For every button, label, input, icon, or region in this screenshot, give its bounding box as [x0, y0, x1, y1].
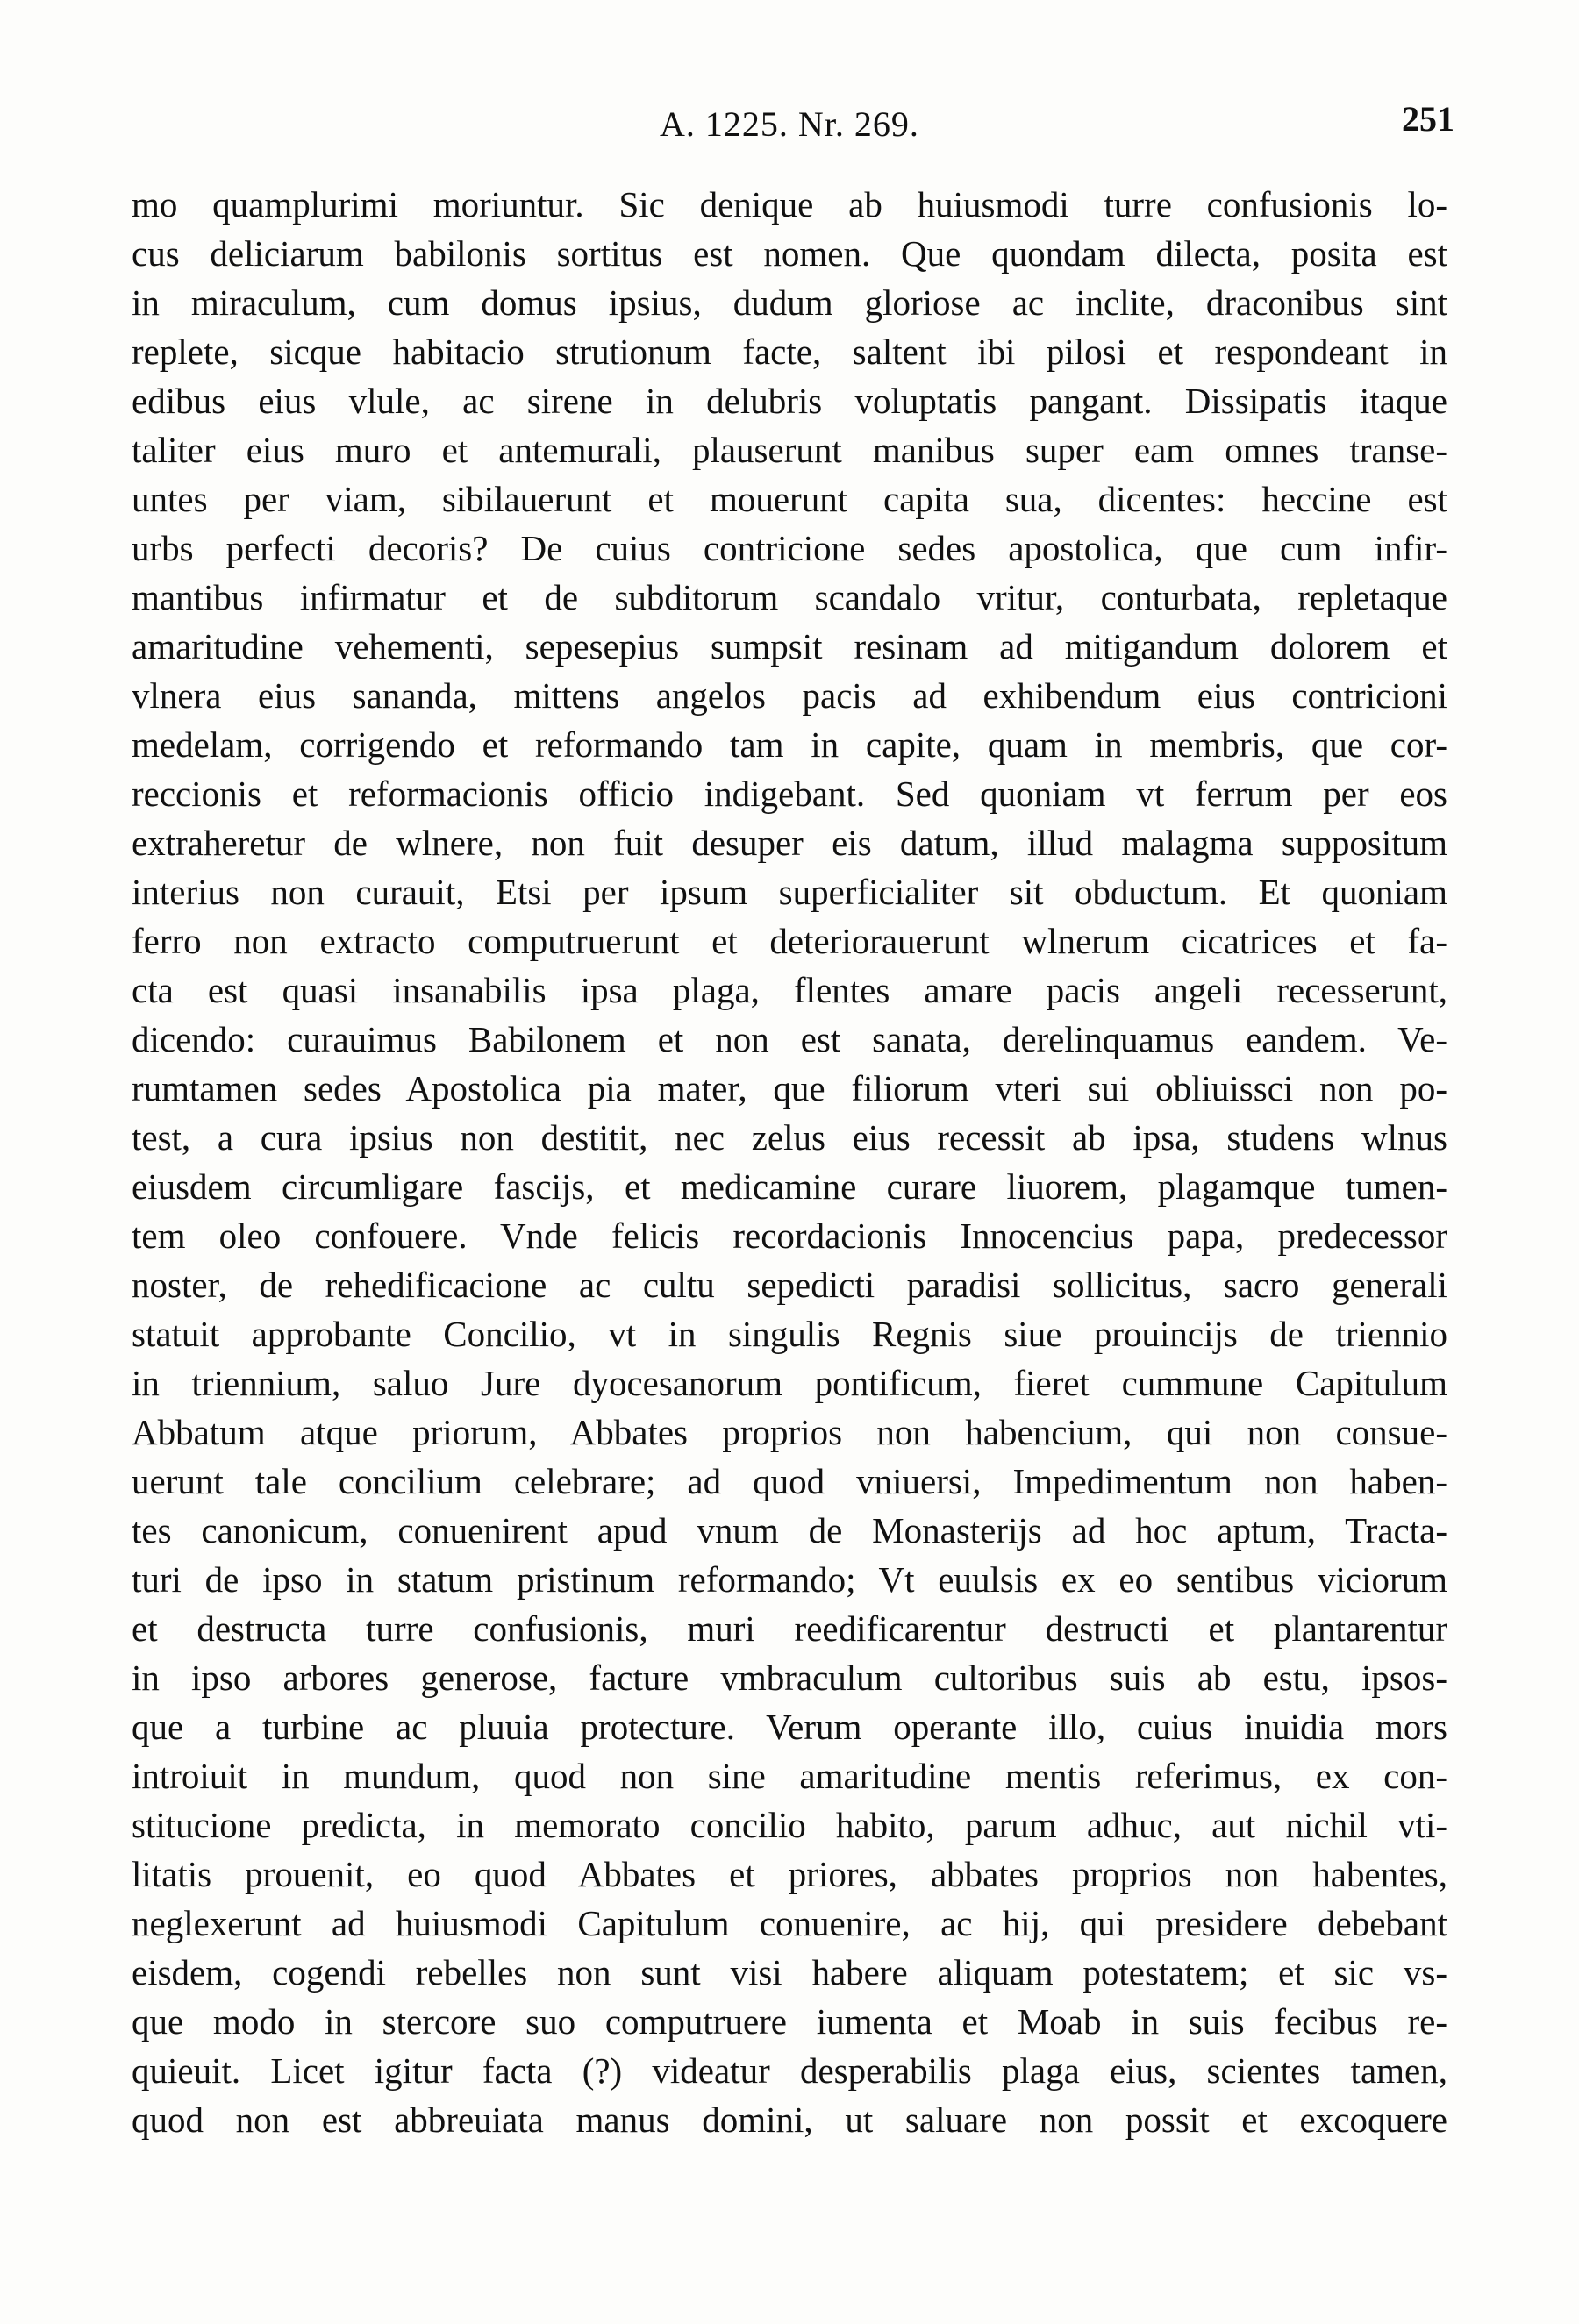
text-line: interius non curauit, Etsi per ipsum superficialiter sit obductum. Et quoniam [132, 872, 1447, 912]
text-line: in ipso arbores generose, facture vmbraculum cultoribus suis ab estu, ipsos- [132, 1657, 1447, 1698]
text-line: eisdem, cogendi rebelles non sunt visi habere aliquam potestatem; et sic vs- [132, 1952, 1447, 1993]
text-line: uerunt tale concilium celebrare; ad quod vniuersi, Impedimentum non haben- [132, 1461, 1447, 1501]
page-header [132, 99, 1454, 156]
text-line: que a turbine ac pluuia protecture. Verum operante illo, cuius inuidia mors [132, 1707, 1447, 1747]
text-line: eiusdem circumligare fascijs, et medicamine curare liuorem, plagamque tumen- [132, 1166, 1447, 1207]
text-line: neglexerunt ad huiusmodi Capitulum conuenire, ac hij, qui presidere debebant [132, 1903, 1447, 1943]
text-line: edibus eius vlule, ac sirene in delubris voluptatis pangant. Dissipatis itaque [132, 381, 1447, 421]
running-head: A. 1225. Nr. 269. [660, 104, 919, 144]
text-line: rumtamen sedes Apostolica pia mater, que filiorum vteri sui obliuissci non po- [132, 1068, 1447, 1109]
text-line: introiuit in mundum, quod non sine amaritudine mentis referimus, ex con- [132, 1756, 1447, 1796]
text-line: dicendo: curauimus Babilonem et non est sanata, derelinquamus eandem. Ve- [132, 1019, 1447, 1059]
text-line: cta est quasi insanabilis ipsa plaga, flentes amare pacis angeli recesserunt, [132, 970, 1447, 1010]
text-line: reccionis et reformacionis officio indigebant. Sed quoniam vt ferrum per eos [132, 773, 1447, 814]
text-line: test, a cura ipsius non destitit, nec zelus eius recessit ab ipsa, studens wlnus [132, 1117, 1447, 1158]
text-line: tes canonicum, conuenirent apud vnum de Monasterijs ad hoc aptum, Tracta- [132, 1510, 1447, 1551]
text-line: noster, de rehedificacione ac cultu sepedicti paradisi sollicitus, sacro generali [132, 1265, 1447, 1305]
text-line: tem oleo confouere. Vnde felicis recordacionis Innocencius papa, predecessor [132, 1215, 1447, 1256]
body-text [132, 180, 1447, 2144]
text-line: urbs perfecti decoris? De cuius contricione sedes apostolica, que cum infir- [132, 528, 1447, 568]
text-line: litatis prouenit, eo quod Abbates et priores, abbates proprios non habentes, [132, 1854, 1447, 1894]
text-line: mantibus infirmatur et de subditorum scandalo vritur, conturbata, repletaque [132, 577, 1447, 617]
text-line: mo quamplurimi moriuntur. Sic denique ab huiusmodi turre confusionis lo- [132, 184, 1447, 225]
text-line: taliter eius muro et antemurali, plauserunt manibus super eam omnes transe- [132, 430, 1447, 470]
text-line: que modo in stercore suo computruere iumenta et Moab in suis fecibus re- [132, 2001, 1447, 2042]
text-line: turi de ipso in statum pristinum reformando; Vt euulsis ex eo sentibus viciorum [132, 1559, 1447, 1600]
text-line: cus deliciarum babilonis sortitus est nomen. Que quondam dilecta, posita est [132, 233, 1447, 274]
text-line: vlnera eius sananda, mittens angelos pacis ad exhibendum eius contricioni [132, 675, 1447, 716]
text-line: extraheretur de wlnere, non fuit desuper eis datum, illud malagma suppositum [132, 823, 1447, 863]
text-line: Abbatum atque priorum, Abbates proprios non habencium, qui non consue- [132, 1412, 1447, 1452]
text-line: medelam, corrigendo et reformando tam in capite, quam in membris, que cor- [132, 724, 1447, 765]
text-line: untes per viam, sibilauerunt et mouerunt capita sua, dicentes: heccine est [132, 479, 1447, 519]
text-line: replete, sicque habitacio strutionum facte, saltent ibi pilosi et respondeant in [132, 331, 1447, 372]
text-line: et destructa turre confusionis, muri reedificarentur destructi et plantarentur [132, 1608, 1447, 1649]
text-line: stitucione predicta, in memorato concilio habito, parum adhuc, aut nichil vti- [132, 1805, 1447, 1845]
text-line: quieuit. Licet igitur facta (?) videatur desperabilis plaga eius, scientes tamen, [132, 2050, 1447, 2091]
text-line: in triennium, saluo Jure dyocesanorum pontificum, fieret cummune Capitulum [132, 1363, 1447, 1403]
text-line: ferro non extracto computruerunt et deteriorauerunt wlnerum cicatrices et fa- [132, 921, 1447, 961]
page-number: 251 [1402, 99, 1454, 139]
text-line: statuit approbante Concilio, vt in singulis Regnis siue prouincijs de triennio [132, 1314, 1447, 1354]
text-line: quod non est abbreuiata manus domini, ut saluare non possit et excoquere [132, 2099, 1447, 2140]
text-line: in miraculum, cum domus ipsius, dudum gloriose ac inclite, draconibus sint [132, 282, 1447, 323]
text-line: amaritudine vehementi, sepesepius sumpsit resinam ad mitigandum dolorem et [132, 626, 1447, 667]
